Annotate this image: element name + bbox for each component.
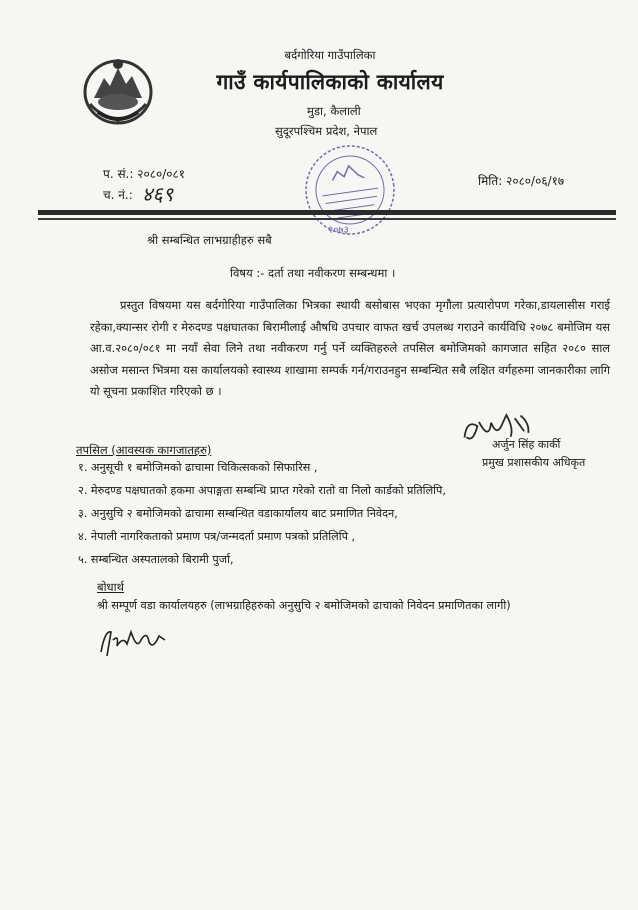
list-item: ४. नेपाली नागरिकताको प्रमाण पत्र/जन्मदर्ता प्रमाण पत्रको प्रतिलिपि , [78, 530, 356, 543]
handwritten-initials [97, 622, 169, 666]
list-item: ५. सम्बन्धित अस्पतालको बिरामी पुर्जा, [78, 553, 234, 566]
chalani-label: च. नं.: [103, 188, 133, 202]
header-divider [38, 210, 616, 215]
office-location: मुडा, कैलाली [307, 104, 361, 118]
list-item: २. मेरुदण्ड पक्षघातको हकमा अपाङ्गता सम्बन्धि प्राप्त गरेको रातो वा निलो कार्डको प्रतिलिपि, [78, 484, 446, 497]
list-item: १. अनुसूची १ बमोजिमको ढाचामा चिकित्सकको सिफारिस , [78, 461, 318, 474]
tapasil-heading: तपसिल (आवस्यक कागजातहरु) [76, 443, 212, 457]
tapasil-list [78, 456, 538, 571]
bodharth-line: श्री सम्पूर्ण वडा कार्यालयहरु (लाभग्राहिहरुको अनुसुचि २ बमोजिमको ढाचाको निवेदन प्रमाणितका लागी) [97, 599, 511, 612]
office-stamp [294, 134, 407, 247]
municipality-name: बर्दगोरिया गाउँपालिका [284, 48, 376, 62]
list-item: ३. अनुसुचि २ बमोजिमको ढाचामा सम्बन्धित वडाकार्यालय बाट प्रमाणित निवेदन, [78, 507, 398, 520]
letter-date: मिति: २०८०/०६/१७ [478, 174, 565, 188]
body-paragraph: प्रस्तुत विषयमा यस बर्दगोरिया गाउँपालिका भित्रका स्थायी बसोबास भएका मृगौला प्रत्यारोपण गरेका,डायलासीस गराई रहेका,क्यान्सर रोगी र मेरुदण्ड पक्षघातका बिरामीलाई औषधि उपचार वाफत खर्च उपलब्ध गराउने कार्यविधि २०७८ बमोजिम यस आ.व.२०८०/०८१ मा नयाँ सेवा लिने तथा नवीकरण गर्नु पर्ने व्यक्तिहरुले तपसिल बमोजिमको कागजात सहित २०८० साल असोज मसान्त भित्रमा यस कार्यालयको स्वास्थ्य शाखामा सम्पर्क गर्न/गराउनहुन सम्बन्धित सबै लक्षित वर्गहरुमा जानकारीका लागि यो सूचना प्रकाशित गरिएको छ । [90, 298, 610, 398]
signatory-name: अर्जुन सिंह कार्की [492, 438, 561, 451]
office-title: गाउँ कार्यपालिकाको कार्यालय [216, 70, 444, 94]
chalani-number-handwritten: ४६९ [142, 182, 174, 206]
office-province: सुदूरपश्चिम प्रदेश, नेपाल [275, 124, 378, 138]
signatory-title: प्रमुख प्रशासकीय अधिकृत [482, 456, 586, 469]
subject-line: विषय :- दर्ता तथा नवीकरण सम्बन्धमा । [230, 266, 396, 280]
patra-sankhya: प. सं.: २०८०/०८१ [103, 167, 185, 181]
header-divider-thin [38, 218, 616, 220]
stamp-year: २०७३ [328, 225, 349, 236]
bodharth-heading: बोधार्थ [97, 580, 124, 594]
nepal-emblem-icon [80, 52, 156, 128]
addressee: श्री सम्बन्धित लाभग्राहीहरु सबै [147, 233, 272, 247]
